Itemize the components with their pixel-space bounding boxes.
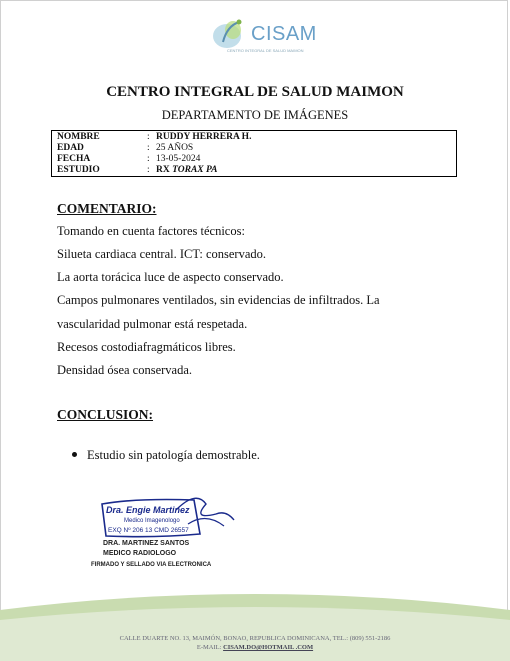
logo-tagline: CENTRO INTEGRAL DE SALUD MAIMON [227,48,304,53]
doctor-stamp [96,490,246,540]
comentario-line: Campos pulmonares ventilados, sin evidencias de infiltrados. La [57,293,380,307]
bullet-icon [72,452,77,457]
patient-info-box [51,130,457,177]
info-colon: : [147,154,150,164]
info-colon: : [147,165,150,175]
study-region: TORAX PA [172,165,218,175]
cisam-logo [205,12,325,60]
signature-name: DRA. MARTINEZ SANTOS [103,540,190,547]
comentario-line: Recesos costodiafragmáticos libres. [57,340,236,354]
info-colon: : [147,132,150,142]
footer-address: CALLE DUARTE NO. 13, MAIMÓN, BONAO, REPUBLICA DOMINICANA, TEL.: (809) 551-2186 [119,635,391,642]
stamp-exequatur: EXQ Nº 206 13 CMD 26557 [108,527,189,534]
info-label: ESTUDIO [57,165,100,175]
comentario-line: Tomando en cuenta factores técnicos: [57,224,245,238]
info-value [156,165,217,176]
department-subtitle: DEPARTAMENTO DE IMÁGENES [161,108,349,122]
info-value: 25 AÑOS [156,143,194,153]
footer-email-link[interactable]: CISAM.DO@HOTMAIL .COM [223,644,314,651]
logo-wordmark: CISAM [251,23,317,45]
info-label: EDAD [57,143,84,153]
conclusion-item: Estudio sin patología demostrable. [87,448,260,462]
stamp-name: Dra. Engie Martinez [106,505,190,515]
comentario-heading: COMENTARIO: [57,201,157,216]
comentario-line: La aorta torácica luce de aspecto conservado. [57,270,284,284]
study-type: RX [156,165,170,175]
signature-role: MEDICO RADIOLOGO [103,550,177,557]
conclusion-heading: CONCLUSION: [57,407,154,422]
comentario-line: Silueta cardiaca central. ICT: conservado. [57,247,267,261]
info-value: 13-05-2024 [156,154,201,164]
comentario-line: vascularidad pulmonar está respetada. [57,317,248,331]
stamp-title: Medico Imagenologo [124,518,180,524]
footer-email-line [0,644,510,651]
info-label: FECHA [57,154,91,164]
footer-email-label: E-MAIL: [196,644,222,651]
info-label: NOMBRE [57,132,100,142]
info-value: RUDDY HERRERA H. [156,132,252,142]
info-colon: : [147,143,150,153]
page-title: CENTRO INTEGRAL DE SALUD MAIMON [106,84,404,100]
signature-note: FIRMADO Y SELLADO VIA ELECTRONICA [91,562,212,568]
comentario-line: Densidad ósea conservada. [57,363,193,377]
